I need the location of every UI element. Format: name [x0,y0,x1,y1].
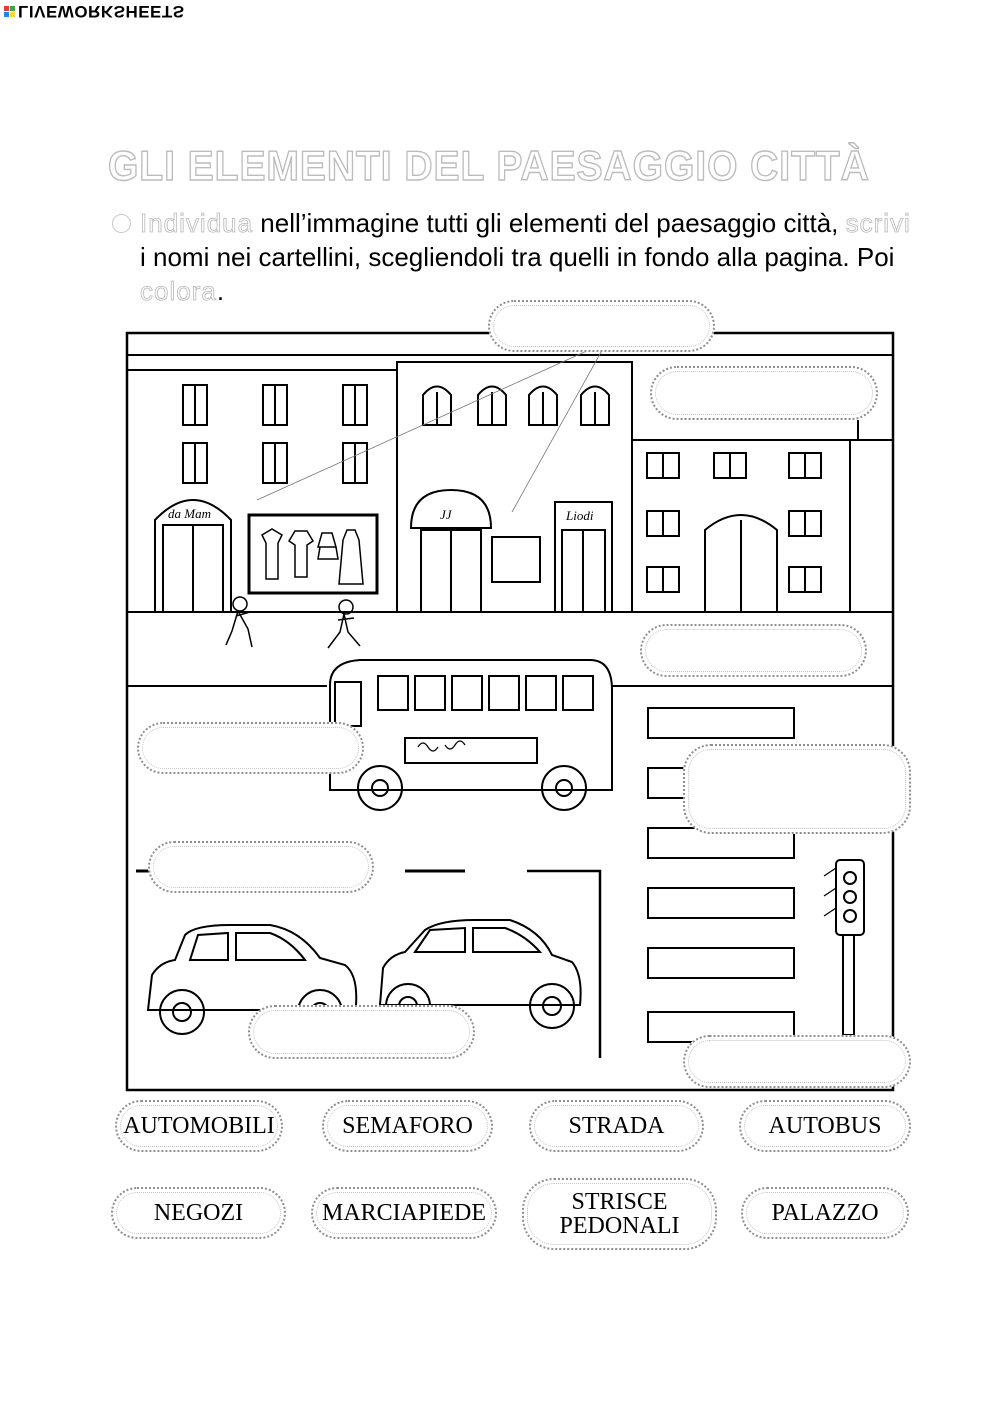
word-palazzo[interactable]: PALAZZO [741,1187,909,1239]
page-title: GLI ELEMENTI DEL PAESAGGIO CITTÀ [108,142,870,189]
brand-name: LIVEWORKSHEETS [18,2,185,21]
pedestrians-icon [226,597,360,648]
word-semaforo[interactable]: SEMAFORO [322,1100,493,1152]
traffic-light-icon [824,860,864,1035]
word-negozi[interactable]: NEGOZI [111,1187,286,1239]
instruction-verb-individua: Individua [140,208,254,238]
word-strisce-line1: STRISCE [571,1189,668,1215]
answer-blank-8[interactable] [683,1035,911,1088]
bus [330,660,612,810]
instruction-text-3: . [216,276,225,306]
road-corner [527,871,600,1058]
building-right [632,420,893,612]
answer-blank-1[interactable] [488,300,715,352]
jewel-window [492,537,540,582]
shop-window-clothes [249,515,377,593]
word-autobus[interactable]: AUTOBUS [739,1100,911,1152]
word-strisce-line2: PEDONALI [559,1213,680,1239]
building-right-windows [647,453,821,592]
answer-blank-6[interactable] [148,841,374,893]
instruction-verb-scrivi: scrivi [845,208,911,238]
word-strisce-pedonali[interactable] [522,1178,717,1250]
shop-sign-2: JJ [440,507,452,522]
shop-sign-3: Liodi [566,508,594,523]
answer-blank-4[interactable] [137,722,364,774]
word-strada[interactable]: STRADA [529,1100,704,1152]
word-marciapiede[interactable]: MARCIAPIEDE [311,1187,497,1239]
building-left [127,370,397,612]
building-middle [397,362,632,612]
scene-frame [127,333,893,1090]
instruction-text-1: nell’immagine tutti gli elementi del paesaggio città, [253,208,846,238]
clothes-icon [262,529,363,584]
answer-blank-3[interactable] [640,624,867,677]
answer-blank-5[interactable] [683,744,911,834]
word-automobili[interactable]: AUTOMOBILI [115,1100,283,1152]
building-left-windows [183,385,367,483]
instruction-text-2: i nomi nei cartellini, scegliendoli tra quelli in fondo alla pagina. Poi [140,242,895,272]
shop-sign-1: da Mam [168,506,211,521]
answer-blank-2[interactable] [650,366,878,420]
answer-blank-7[interactable] [248,1005,475,1059]
arched-windows [423,387,609,426]
instruction-verb-colora: colora [140,276,217,306]
